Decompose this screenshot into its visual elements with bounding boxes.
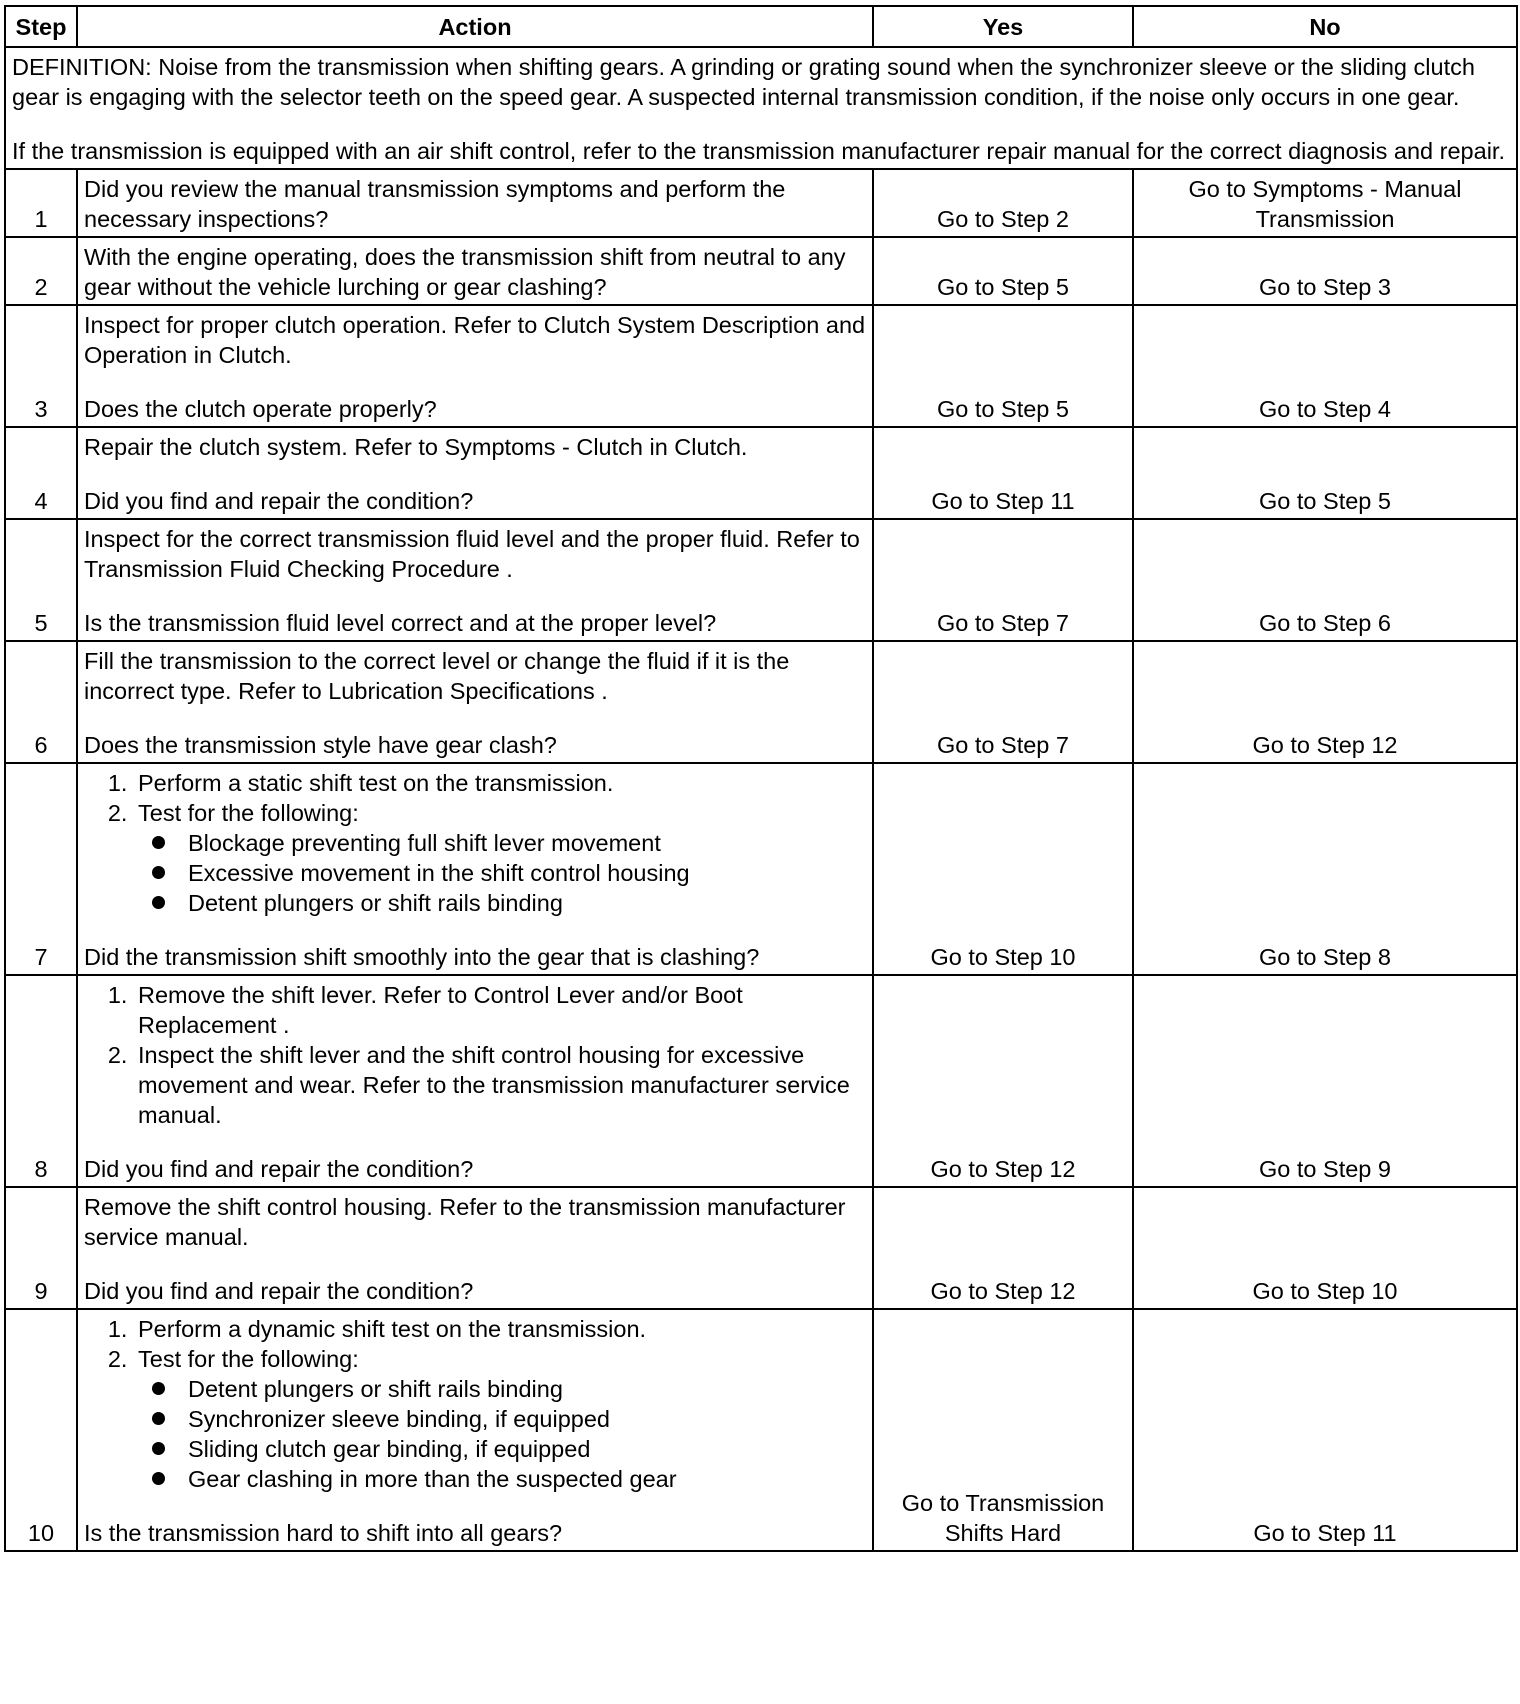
step-number: 8	[5, 975, 77, 1187]
action-text: Fill the transmission to the correct level or change the fluid if it is the incorrect type. Refer to Lubrication Specifications .	[84, 648, 790, 704]
bullet-item: Synchronizer sleeve binding, if equipped	[180, 1404, 866, 1434]
no-cell: Go to Step 3	[1133, 237, 1517, 305]
header-action: Action	[77, 6, 873, 47]
table-row	[5, 763, 1517, 975]
no-cell: Go to Symptoms - Manual Transmission	[1133, 169, 1517, 237]
no-cell: Go to Step 11	[1133, 1309, 1517, 1551]
action-cell	[77, 1187, 873, 1309]
header-yes: Yes	[873, 6, 1133, 47]
table-row	[5, 1187, 1517, 1309]
step-number: 4	[5, 427, 77, 519]
header-no: No	[1133, 6, 1517, 47]
list-item: 1. Perform a dynamic shift test on the transmission.	[134, 1314, 866, 1344]
yes-cell: Go to Step 11	[873, 427, 1133, 519]
table-row	[5, 305, 1517, 427]
header-step: Step	[5, 6, 77, 47]
diagnostic-page	[4, 5, 1516, 1552]
yes-cell: Go to Step 5	[873, 305, 1133, 427]
step-number: 9	[5, 1187, 77, 1309]
table-row	[5, 1309, 1517, 1551]
step-number: 7	[5, 763, 77, 975]
action-question: Did you find and repair the condition?	[84, 1278, 474, 1304]
table-row	[5, 641, 1517, 763]
action-text: Inspect for proper clutch operation. Refer to Clutch System Description and Operation in Clutch.	[84, 312, 866, 368]
action-cell	[77, 763, 873, 975]
definition-cell	[5, 47, 1517, 169]
action-cell	[77, 641, 873, 763]
list-item: 1. Perform a static shift test on the transmission.	[134, 768, 866, 798]
bullet-item: Blockage preventing full shift lever movement	[180, 828, 866, 858]
yes-cell: Go to Step 12	[873, 1187, 1133, 1309]
no-cell: Go to Step 4	[1133, 305, 1517, 427]
action-cell	[77, 427, 873, 519]
action-cell	[77, 519, 873, 641]
action-cell	[77, 975, 873, 1187]
table-header-row	[5, 6, 1517, 47]
action-question: Is the transmission hard to shift into all gears?	[84, 1520, 563, 1546]
bullet-item: Sliding clutch gear binding, if equipped	[180, 1434, 866, 1464]
yes-cell: Go to Step 5	[873, 237, 1133, 305]
no-cell: Go to Step 8	[1133, 763, 1517, 975]
no-cell: Go to Step 5	[1133, 427, 1517, 519]
action-cell	[77, 1309, 873, 1551]
list-item	[134, 798, 866, 918]
list-item: 1. Remove the shift lever. Refer to Control Lever and/or Boot Replacement .	[134, 980, 866, 1040]
action-cell	[77, 305, 873, 427]
step-number: 5	[5, 519, 77, 641]
table-row	[5, 519, 1517, 641]
step-number: 10	[5, 1309, 77, 1551]
no-cell: Go to Step 10	[1133, 1187, 1517, 1309]
action-question: Did the transmission shift smoothly into the gear that is clashing?	[84, 944, 760, 970]
yes-cell: Go to Step 7	[873, 641, 1133, 763]
list-item-text: Test for the following:	[138, 800, 359, 826]
numbered-list	[84, 1314, 866, 1494]
action-question: Did you find and repair the condition?	[84, 1156, 474, 1182]
definition-text: DEFINITION: Noise from the transmission when shifting gears. A grinding or grating sound when the synchronizer sleeve or the sliding clutch gear is engaging with the selector teeth on the speed gear. A suspected internal transmission condition, if the noise only occurs in one gear.	[12, 54, 1475, 110]
table-row	[5, 169, 1517, 237]
no-cell: Go to Step 9	[1133, 975, 1517, 1187]
action-text: Did you review the manual transmission symptoms and perform the necessary inspections?	[84, 176, 786, 232]
action-question: Does the clutch operate properly?	[84, 396, 437, 422]
bullet-item: Excessive movement in the shift control housing	[180, 858, 866, 888]
table-row	[5, 427, 1517, 519]
diagnostic-table	[4, 5, 1518, 1552]
numbered-list	[84, 768, 866, 918]
bullet-item: Detent plungers or shift rails binding	[180, 888, 866, 918]
bullet-list	[138, 828, 866, 918]
step-number: 3	[5, 305, 77, 427]
table-row	[5, 975, 1517, 1187]
action-text: Remove the shift control housing. Refer to the transmission manufacturer service manual.	[84, 1194, 846, 1250]
action-question: Did you find and repair the condition?	[84, 488, 474, 514]
yes-cell: Go to Step 2	[873, 169, 1133, 237]
yes-cell: Go to Step 7	[873, 519, 1133, 641]
yes-cell: Go to Transmission Shifts Hard	[873, 1309, 1133, 1551]
action-question: Is the transmission fluid level correct and at the proper level?	[84, 610, 717, 636]
yes-cell: Go to Step 12	[873, 975, 1133, 1187]
table-row	[5, 237, 1517, 305]
bullet-item: Detent plungers or shift rails binding	[180, 1374, 866, 1404]
no-cell: Go to Step 6	[1133, 519, 1517, 641]
step-number: 6	[5, 641, 77, 763]
bullet-item: Gear clashing in more than the suspected gear	[180, 1464, 866, 1494]
numbered-list	[84, 980, 866, 1130]
definition-note: If the transmission is equipped with an air shift control, refer to the transmission manufacturer repair manual for the correct diagnosis and repair.	[12, 138, 1505, 164]
action-question: Does the transmission style have gear clash?	[84, 732, 557, 758]
step-number: 2	[5, 237, 77, 305]
definition-row	[5, 47, 1517, 169]
step-number: 1	[5, 169, 77, 237]
yes-cell: Go to Step 10	[873, 763, 1133, 975]
list-item-text: Test for the following:	[138, 1346, 359, 1372]
action-text: With the engine operating, does the transmission shift from neutral to any gear without the vehicle lurching or gear clashing?	[84, 244, 846, 300]
list-item	[134, 1344, 866, 1494]
bullet-list	[138, 1374, 866, 1494]
no-cell: Go to Step 12	[1133, 641, 1517, 763]
action-cell	[77, 237, 873, 305]
action-text: Inspect for the correct transmission fluid level and the proper fluid. Refer to Transmission Fluid Checking Procedure .	[84, 526, 860, 582]
list-item: 2. Inspect the shift lever and the shift control housing for excessive movement and wear. Refer to the transmission manufacturer service manual.	[134, 1040, 866, 1130]
action-cell	[77, 169, 873, 237]
action-text: Repair the clutch system. Refer to Symptoms - Clutch in Clutch.	[84, 434, 748, 460]
